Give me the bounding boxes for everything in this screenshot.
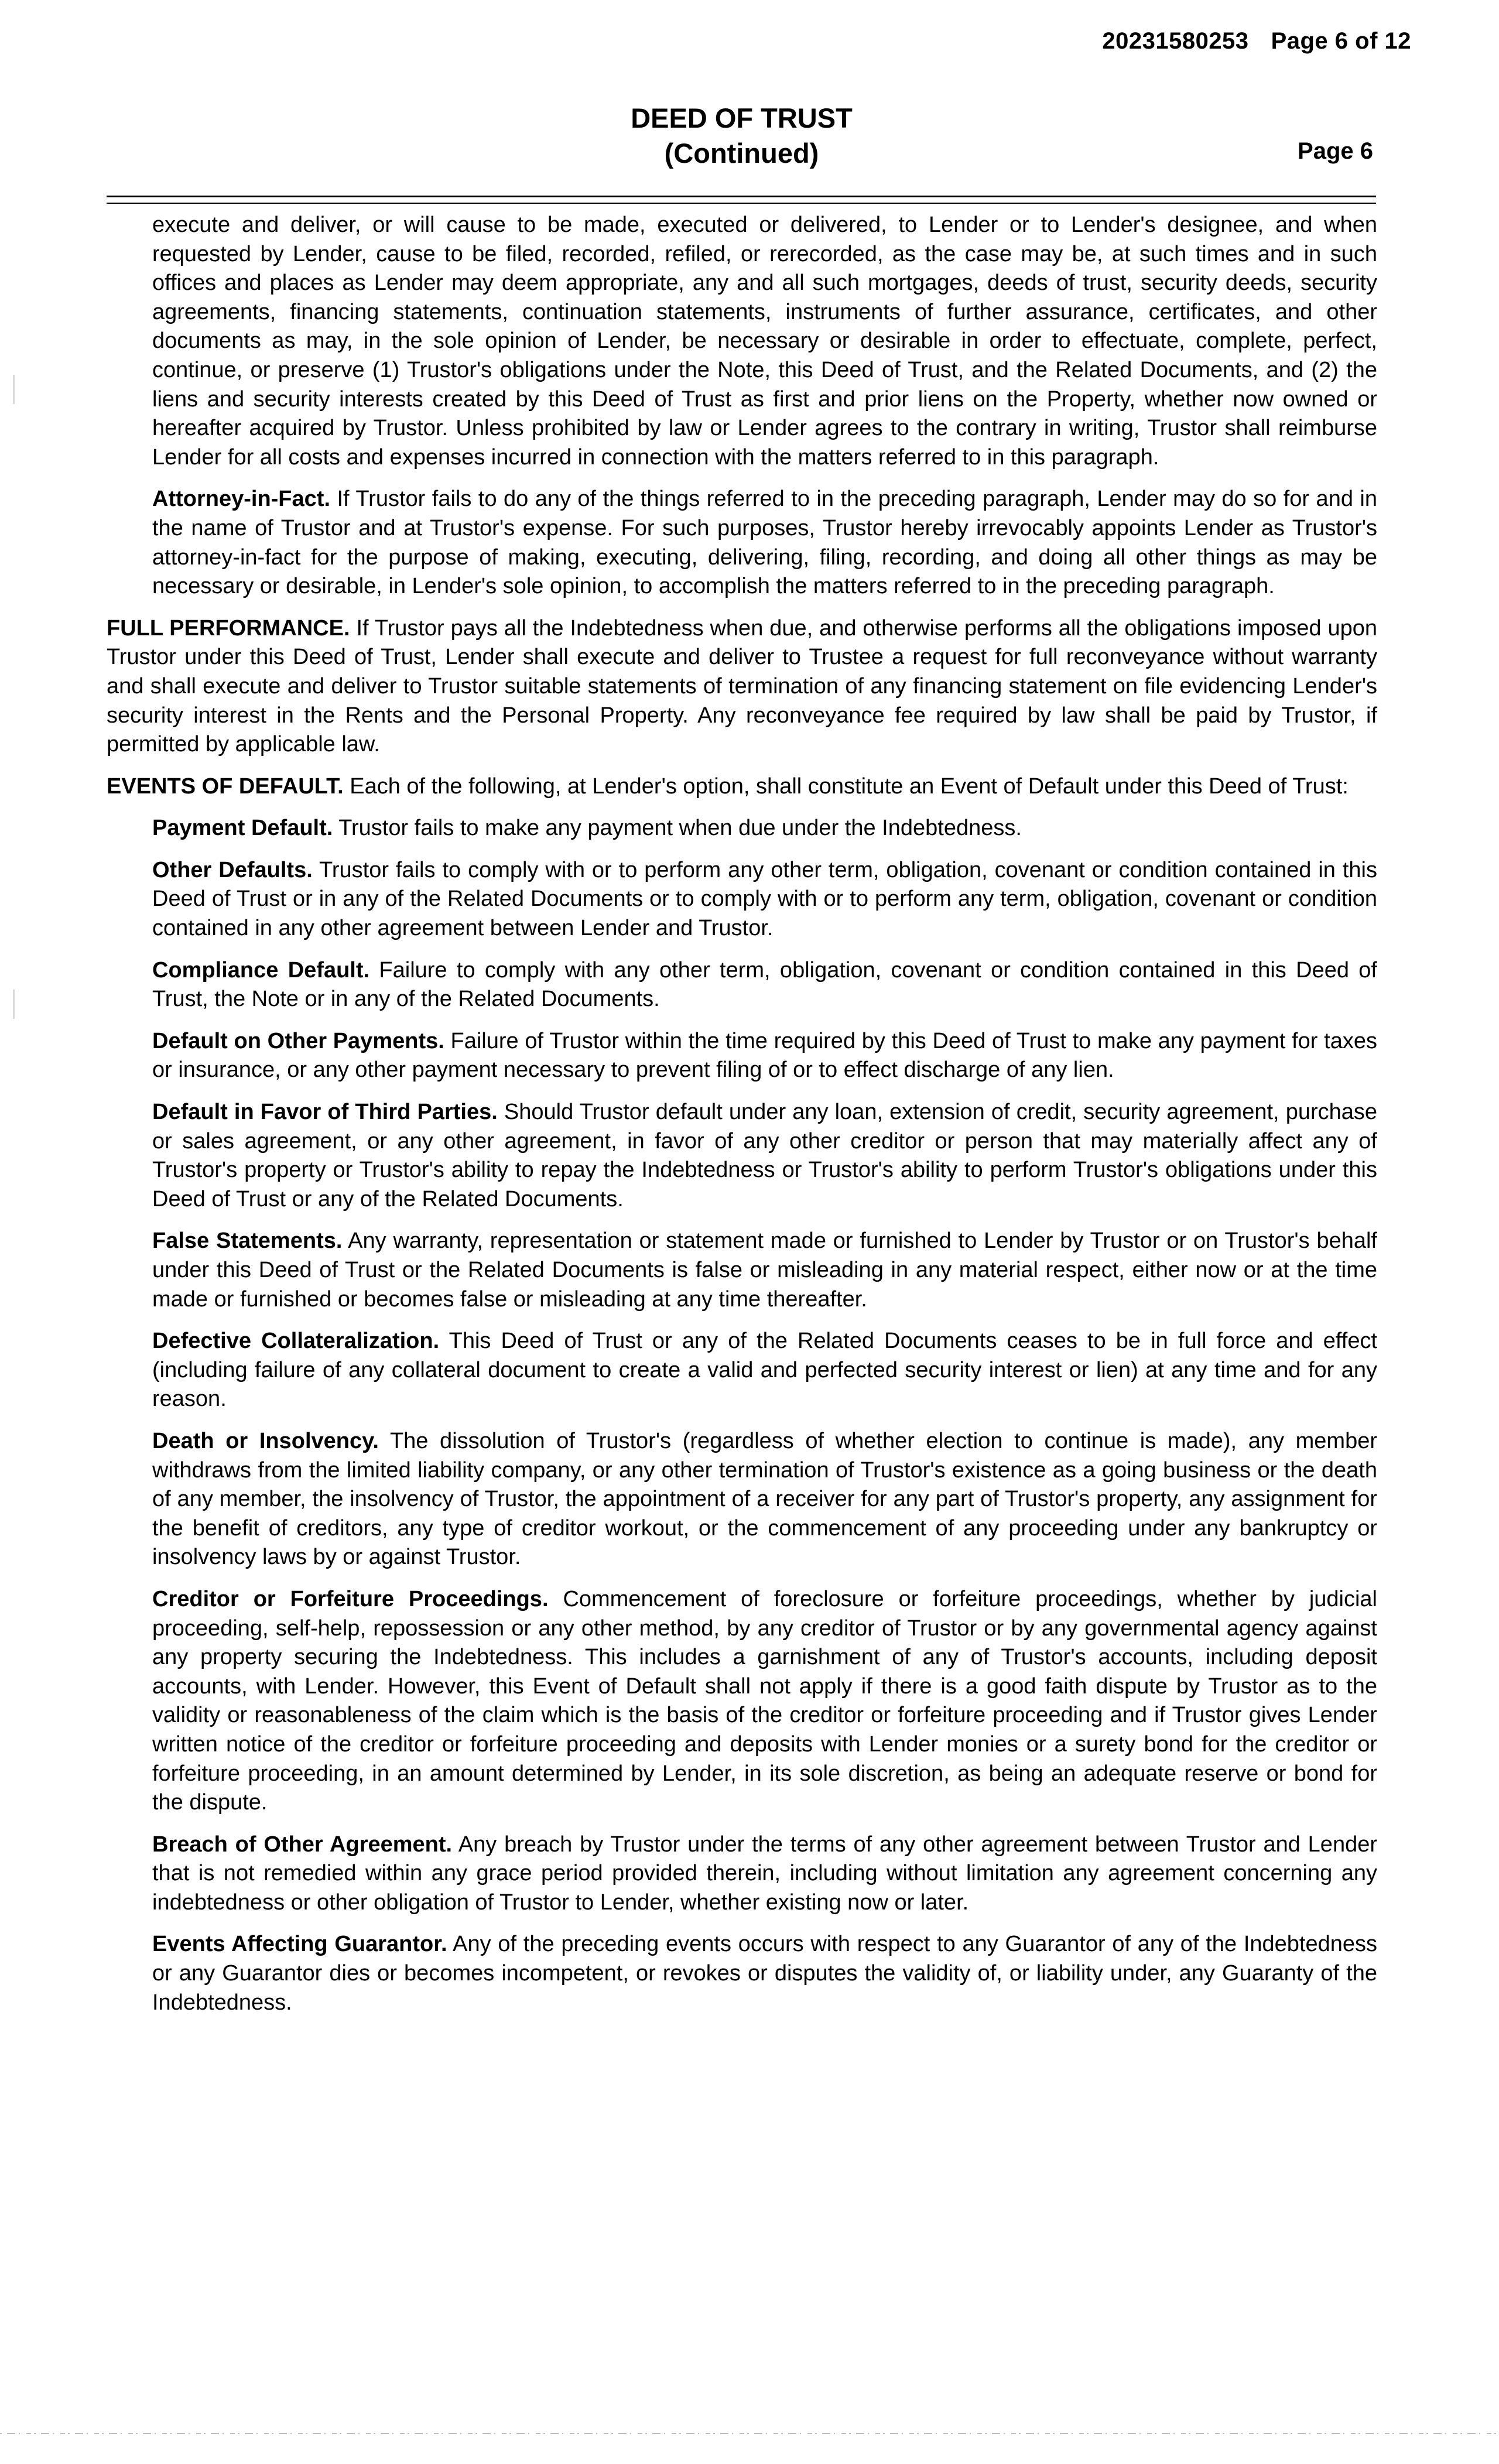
section-heading: Attorney-in-Fact. <box>152 487 330 512</box>
paragraph-text: execute and deliver, or will cause to be made, executed or delivered, to Lender or to Lender's designee, and when requested by Lender, cause to be filed, recorded, refiled, or rerecorded, as the case may be, at such times and in such offices and places as Lender may deem appropriate, any and all such mortgages, deeds of trust, security deeds, security agreements, financing statements, continuation statements, instruments of further assurance, certificates, and other documents as may, in the sole opinion of Lender, be necessary or desirable in order to effectuate, complete, perfect, continue, or preserve (1) Trustor's obligations under the Note, this Deed of Trust, and the Related Documents, and (2) the liens and security interests created by this Deed of Trust as first and prior liens on the Property, whether now owned or hereafter acquired by Trustor. Unless prohibited by law or Lender agrees to the contrary in writing, Trustor shall reimburse Lender for all costs and expenses incurred in connection with the matters referred to in this paragraph. <box>152 213 1377 470</box>
paragraph-events-of-default <box>107 772 1377 802</box>
document-page-number: Page 6 <box>1298 138 1373 164</box>
paragraph-text: Commencement of foreclosure or forfeiture proceedings, whether by judicial proceeding, self-help, repossession or any other method, by any creditor of Trustor or by any governmental agency against any property securing the Indebtedness. This includes a garnishment of any of Trustor's accounts, including deposit accounts, with Lender. However, this Event of Default shall not apply if there is a good faith dispute by Trustor as to the validity or reasonableness of the claim which is the basis of the creditor or forfeiture proceeding and if Trustor gives Lender written notice of the creditor or forfeiture proceeding and deposits with Lender monies or a surety bond for the creditor or forfeiture proceeding, in an amount determined by Lender, in its sole discretion, as being an adequate reserve or bond for the dispute. <box>152 1586 1377 1815</box>
section-heading: Events Affecting Guarantor. <box>152 1932 447 1957</box>
paragraph-text: Trustor fails to make any payment when due under the Indebtedness. <box>338 816 1022 841</box>
paragraph-text: This Deed of Trust or any of the Related Documents ceases to be in full force and effect (including failure of any collateral document to create a valid and perfected security interest or lien) at any time and for any reason. <box>152 1329 1378 1412</box>
section-heading: Defective Collateralization. <box>152 1329 440 1354</box>
document-body <box>107 211 1377 2030</box>
paragraph-text: Any warranty, representation or statement made or furnished to Lender by Trustor or on Trustor's behalf under this Deed of Trust or the Related Documents is false or misleading in any material respect, either now or at the time made or furnished or becomes false or misleading at any time thereafter. <box>152 1228 1377 1312</box>
paragraph-text: Trustor fails to comply with or to perform any other term, obligation, covenant or condition contained in this Deed of Trust or in any of the Related Documents or to comply with or to perform any term, obligation, covenant or condition contained in any other agreement between Lender and Trustor. <box>152 857 1377 941</box>
section-heading: Payment Default. <box>152 816 333 841</box>
page-of-count: Page 6 of 12 <box>1271 28 1411 54</box>
section-heading: Other Defaults. <box>152 857 313 882</box>
paragraph-compliance-default <box>152 956 1377 1014</box>
scan-artifact-line <box>0 2430 1499 2437</box>
paragraph-text: If Trustor fails to do any of the things referred to in the preceding paragraph, Lender may do so for and in the name of Trustor and at Trustor's expense. For such purposes, Trustor hereby irrevocably appoints Lender as Trustor's attorney-in-fact for the purpose of making, executing, delivering, filing, recording, and doing all other things as may be necessary or desirable, in Lender's sole opinion, to accomplish the matters referred to in the preceding paragraph. <box>152 487 1377 599</box>
paragraph-creditor-forfeiture <box>152 1585 1377 1818</box>
paragraph-defective-collateralization <box>152 1327 1377 1414</box>
paragraph-default-third-parties <box>152 1098 1377 1214</box>
scan-margin-mark <box>13 990 15 1019</box>
paragraph-text: The dissolution of Trustor's (regardless of whether election to continue is made), any member withdraws from the limited liability company, or any other termination of Trustor's existence as a going business or the death of any member, the insolvency of Trustor, the appointment of a receiver for any part of Trustor's property, any assignment for the benefit of creditors, any type of creditor workout, or the commencement of any proceeding under any bankruptcy or insolvency laws by or against Trustor. <box>152 1428 1377 1570</box>
section-heading: False Statements. <box>152 1228 343 1254</box>
recording-header <box>1102 28 1411 54</box>
section-heading: Death or Insolvency. <box>152 1428 379 1453</box>
document-title <box>0 101 1483 171</box>
paragraph-false-statements <box>152 1227 1377 1314</box>
section-heading: EVENTS OF DEFAULT. <box>107 774 344 799</box>
paragraph-text: Each of the following, at Lender's option, shall constitute an Event of Default under this Deed of Trust: <box>350 774 1349 799</box>
paragraph-breach-other-agreement <box>152 1830 1377 1918</box>
scan-margin-mark <box>13 375 15 404</box>
section-heading: Breach of Other Agreement. <box>152 1832 453 1857</box>
paragraph-text: If Trustor pays all the Indebtedness when due, and otherwise performs all the obligations imposed upon Trustor under this Deed of Trust, Lender shall execute and deliver to Trustee a request for full reconveyance without warranty and shall execute and deliver to Trustor suitable statements of termination of any financing statement on file evidencing Lender's security interest in the Rents and the Personal Property. Any reconveyance fee required by law shall be paid by Trustor, if permitted by applicable law. <box>107 615 1378 757</box>
section-heading: Default in Favor of Third Parties. <box>152 1100 498 1125</box>
section-heading: FULL PERFORMANCE. <box>107 615 350 641</box>
paragraph-default-other-payments <box>152 1027 1377 1085</box>
paragraph-text: Failure to comply with any other term, obligation, covenant or condition contained in this Deed of Trust, the Note or in any of the Related Documents. <box>152 957 1377 1012</box>
paragraph-further-assurances <box>152 211 1377 472</box>
header-rule-top <box>107 196 1376 197</box>
document-title-continued: (Continued) <box>664 138 819 169</box>
paragraph-events-guarantor <box>152 1930 1377 2017</box>
paragraph-payment-default <box>152 814 1377 843</box>
paragraph-text: Any of the preceding events occurs with respect to any Guarantor of any of the Indebtedness or any Guarantor dies or becomes incompetent, or revokes or disputes the validity of, or liability under, any Guaranty of the Indebtedness. <box>152 1932 1377 2015</box>
section-heading: Compliance Default. <box>152 957 370 983</box>
paragraph-full-performance <box>107 614 1377 759</box>
paragraph-text: Failure of Trustor within the time required by this Deed of Trust to make any payment for taxes or insurance, or any other payment necessary to prevent filing of or to effect discharge of any lien. <box>152 1028 1377 1083</box>
paragraph-other-defaults <box>152 856 1377 943</box>
document-title-main: DEED OF TRUST <box>631 102 853 134</box>
section-heading: Creditor or Forfeiture Proceedings. <box>152 1586 549 1611</box>
paragraph-attorney-in-fact <box>152 485 1377 601</box>
document-number: 20231580253 <box>1102 28 1249 54</box>
paragraph-text: Should Trustor default under any loan, extension of credit, security agreement, purchase or sales agreement, or any other agreement, in favor of any other creditor or person that may materially affect any of Trustor's property or Trustor's ability to repay the Indebtedness or Trustor's ability to perform Trustor's obligations under this Deed of Trust or any of the Related Documents. <box>152 1100 1378 1212</box>
paragraph-death-insolvency <box>152 1427 1377 1572</box>
paragraph-text: Any breach by Trustor under the terms of any other agreement between Trustor and Lender that is not remedied within any grace period provided therein, including without limitation any agreement concerning any indebtedness or other obligation of Trustor to Lender, whether existing now or later. <box>152 1832 1377 1915</box>
header-rule-bottom <box>107 203 1376 204</box>
section-heading: Default on Other Payments. <box>152 1028 444 1053</box>
